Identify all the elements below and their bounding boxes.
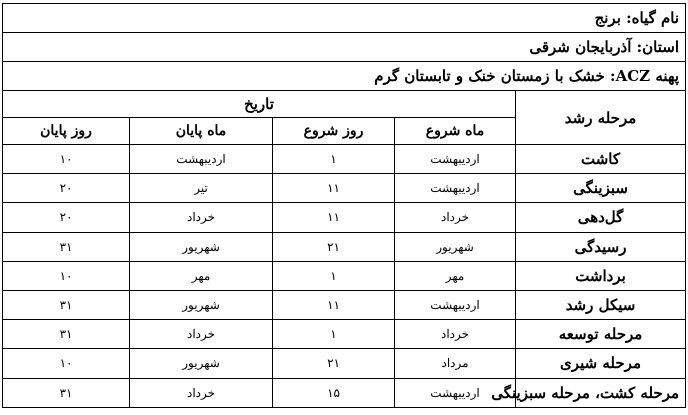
end-month-cell: مهر — [130, 261, 273, 290]
province-label: استان: — [636, 38, 680, 56]
zone-row — [3, 62, 686, 91]
end-month-cell: خرداد — [130, 320, 273, 349]
date-column-header: تاریخ — [3, 91, 516, 118]
zone-cell — [3, 62, 686, 91]
start-month-cell: خرداد — [395, 320, 516, 349]
start-month-cell: شهریور — [395, 232, 516, 261]
table-body — [3, 145, 686, 408]
zone-value: خشک با زمستان خنک و تابستان گرم — [374, 67, 605, 85]
province-value: آذربایجان شرقی — [529, 38, 632, 56]
table-row — [3, 349, 686, 378]
end-day-cell: ۳۱ — [3, 290, 130, 319]
start-day-header: روز شروع — [273, 118, 395, 145]
plant-row — [3, 4, 686, 33]
table-row — [3, 290, 686, 319]
stage-cell: مرحله کشت، مرحله سبزینگی — [516, 378, 686, 407]
stage-cell: سبزینگی — [516, 174, 686, 203]
growth-stage-table — [2, 3, 686, 408]
start-month-cell: اردیبهشت — [395, 174, 516, 203]
stage-cell: سیکل رشد — [516, 290, 686, 319]
start-day-cell: ۱۱ — [273, 290, 395, 319]
start-month-cell: اردیبهشت — [395, 290, 516, 319]
table-row — [3, 378, 686, 407]
plant-label: نام گیاه: — [626, 9, 680, 27]
stage-cell: رسیدگی — [516, 232, 686, 261]
province-row — [3, 33, 686, 62]
start-month-cell: مرداد — [395, 349, 516, 378]
zone-label: پهنه ACZ: — [610, 67, 680, 85]
stage-cell: کاشت — [516, 145, 686, 174]
start-day-cell: ۱۱ — [273, 203, 395, 232]
start-month-cell: اردیبهشت — [395, 145, 516, 174]
stage-cell: مرحله توسعه — [516, 320, 686, 349]
end-day-cell: ۱۰ — [3, 349, 130, 378]
start-month-cell: مهر — [395, 261, 516, 290]
start-day-cell: ۱۵ — [273, 378, 395, 407]
end-month-cell: شهریور — [130, 290, 273, 319]
start-month-header: ماه شروع — [395, 118, 516, 145]
stage-column-header: مرحله رشد — [516, 91, 686, 145]
end-day-cell: ۳۱ — [3, 320, 130, 349]
header-row-1 — [3, 91, 686, 118]
end-day-cell: ۱۰ — [3, 145, 130, 174]
start-day-cell: ۲۱ — [273, 232, 395, 261]
plant-cell — [3, 4, 686, 33]
start-day-cell: ۱۱ — [273, 174, 395, 203]
table-row — [3, 320, 686, 349]
table-row — [3, 203, 686, 232]
end-month-cell: خرداد — [130, 203, 273, 232]
end-day-header: روز پایان — [3, 118, 130, 145]
province-cell — [3, 33, 686, 62]
end-month-cell: خرداد — [130, 378, 273, 407]
table-row — [3, 145, 686, 174]
end-month-cell: شهریور — [130, 349, 273, 378]
end-day-cell: ۳۱ — [3, 232, 130, 261]
end-day-cell: ۱۰ — [3, 261, 130, 290]
plant-value: برنج — [594, 9, 621, 27]
end-month-cell: تیر — [130, 174, 273, 203]
start-month-cell: خرداد — [395, 203, 516, 232]
stage-cell: گل‌دهی — [516, 203, 686, 232]
end-month-cell: اردیبهشت — [130, 145, 273, 174]
start-day-cell: ۱ — [273, 320, 395, 349]
start-month-cell: اردیبهشت — [395, 378, 516, 407]
end-month-cell: شهریور — [130, 232, 273, 261]
table-row — [3, 174, 686, 203]
start-day-cell: ۱ — [273, 145, 395, 174]
stage-cell: برداشت — [516, 261, 686, 290]
end-day-cell: ۲۰ — [3, 174, 130, 203]
end-month-header: ماه پایان — [130, 118, 273, 145]
start-day-cell: ۲۱ — [273, 349, 395, 378]
end-day-cell: ۲۰ — [3, 203, 130, 232]
end-day-cell: ۳۱ — [3, 378, 130, 407]
table-row — [3, 261, 686, 290]
stage-cell: مرحله شیری — [516, 349, 686, 378]
table-row — [3, 232, 686, 261]
start-day-cell: ۱ — [273, 261, 395, 290]
